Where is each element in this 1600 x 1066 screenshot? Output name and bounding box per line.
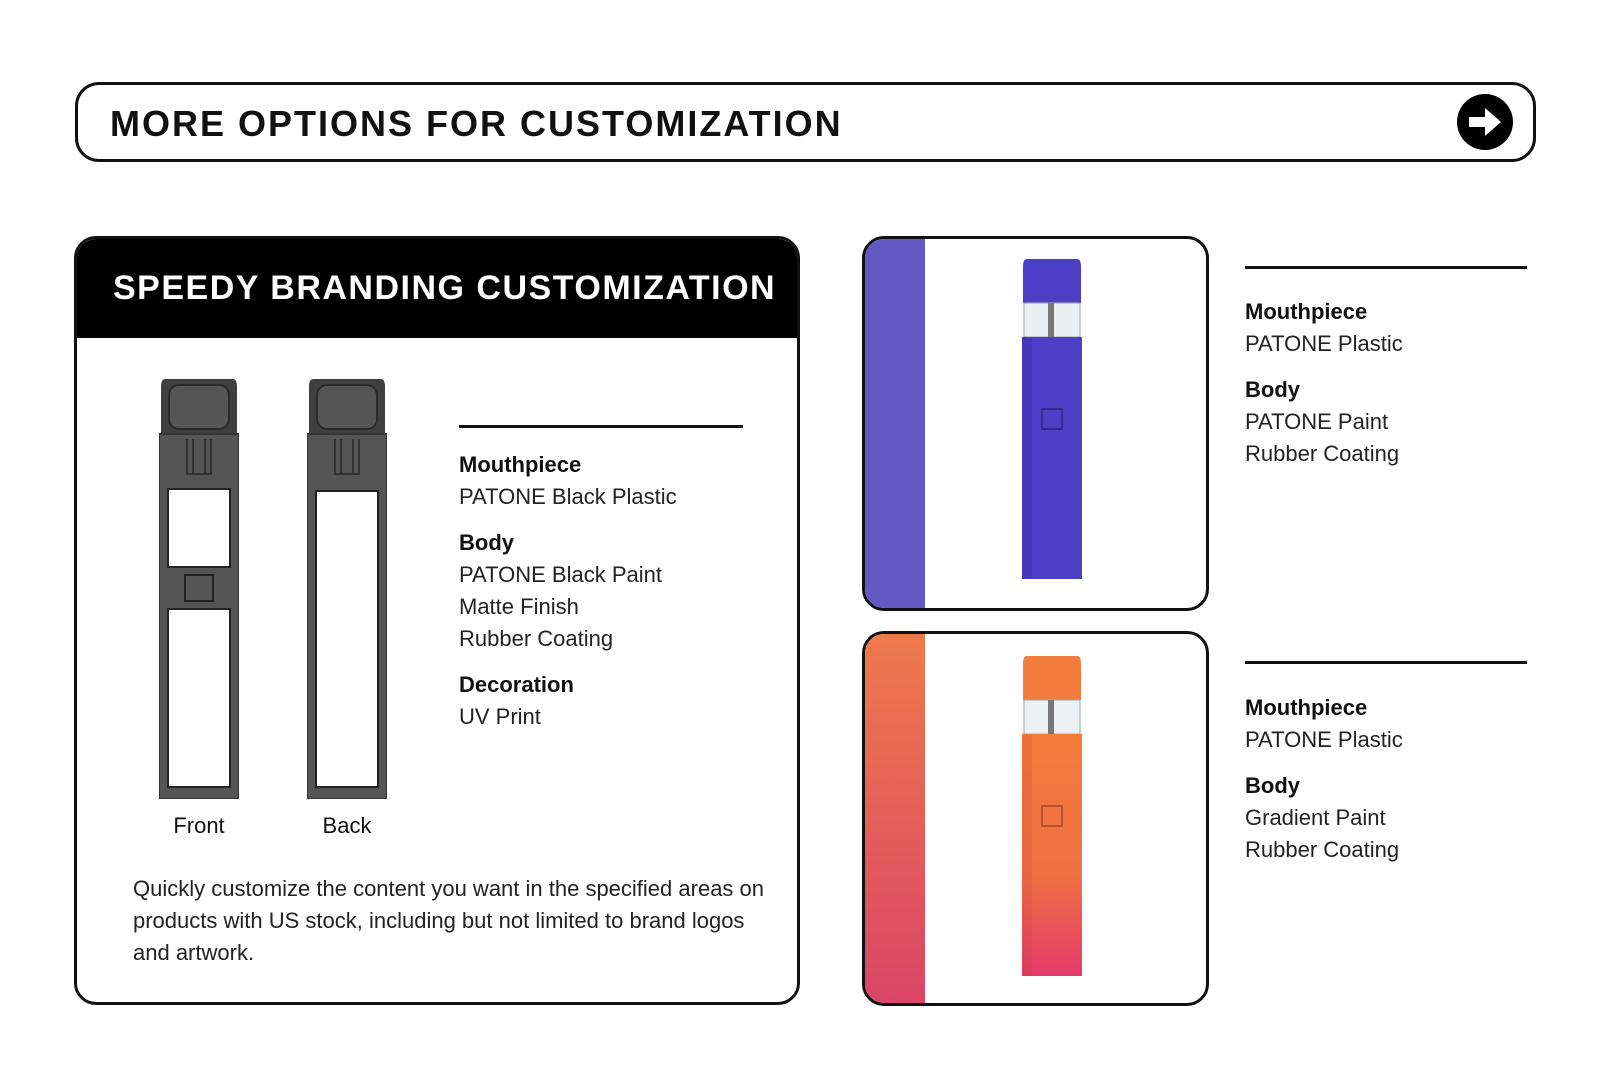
spec-mouthpiece: [1245, 692, 1403, 756]
spec-mouthpiece: [459, 449, 677, 513]
spec-value: Rubber Coating: [1245, 837, 1400, 862]
front-label: Front: [173, 813, 225, 838]
spec-heading: Body: [1245, 377, 1300, 402]
spec-heading: Decoration: [459, 672, 574, 697]
spec-value: Rubber Coating: [459, 626, 614, 651]
back-label: Back: [322, 813, 372, 838]
speedy-specs: [459, 449, 677, 747]
purple-color-swatch: [865, 239, 925, 608]
spec-heading: Mouthpiece: [1245, 695, 1368, 720]
spec-value: PATONE Plastic: [1245, 727, 1403, 752]
gradient-option-card[interactable]: [862, 631, 1209, 1006]
spec-value: Gradient Paint: [1245, 805, 1386, 830]
speedy-title: SPEEDY BRANDING CUSTOMIZATION: [113, 269, 777, 307]
gradient-color-swatch: [865, 634, 925, 1003]
divider: [459, 425, 743, 428]
spec-body: [1245, 770, 1403, 866]
speedy-branding-card: [74, 236, 800, 1005]
banner-title: MORE OPTIONS FOR CUSTOMIZATION: [110, 103, 843, 144]
device-back-image: [307, 379, 387, 799]
device-front-image: [159, 379, 239, 799]
spec-heading: Body: [1245, 773, 1300, 798]
purple-device-image: [1021, 259, 1083, 579]
divider: [1245, 266, 1527, 269]
gradient-device-image: [1021, 656, 1083, 976]
spec-value: PATONE Plastic: [1245, 331, 1403, 356]
gradient-specs: [1245, 692, 1403, 880]
more-options-banner[interactable]: [75, 82, 1536, 162]
spec-value: UV Print: [459, 704, 541, 729]
spec-value: PATONE Black Plastic: [459, 484, 677, 509]
purple-specs: [1245, 296, 1403, 484]
divider: [1245, 661, 1527, 664]
spec-value: PATONE Black Paint: [459, 562, 662, 587]
spec-value: Matte Finish: [459, 594, 579, 619]
spec-heading: Mouthpiece: [459, 452, 582, 477]
spec-value: Rubber Coating: [1245, 441, 1400, 466]
spec-body: [459, 527, 677, 655]
speedy-header: [77, 239, 797, 338]
spec-value: PATONE Paint: [1245, 409, 1389, 434]
spec-body: [1245, 374, 1403, 470]
spec-mouthpiece: [1245, 296, 1403, 360]
purple-option-card[interactable]: [862, 236, 1209, 611]
arrow-right-icon[interactable]: [1457, 94, 1513, 150]
spec-decoration: [459, 669, 677, 733]
spec-heading: Mouthpiece: [1245, 299, 1368, 324]
spec-heading: Body: [459, 530, 514, 555]
speedy-description: Quickly customize the content you want in the specified areas on products with US stock, including but not limited to brand logos and artwork.: [133, 876, 765, 965]
